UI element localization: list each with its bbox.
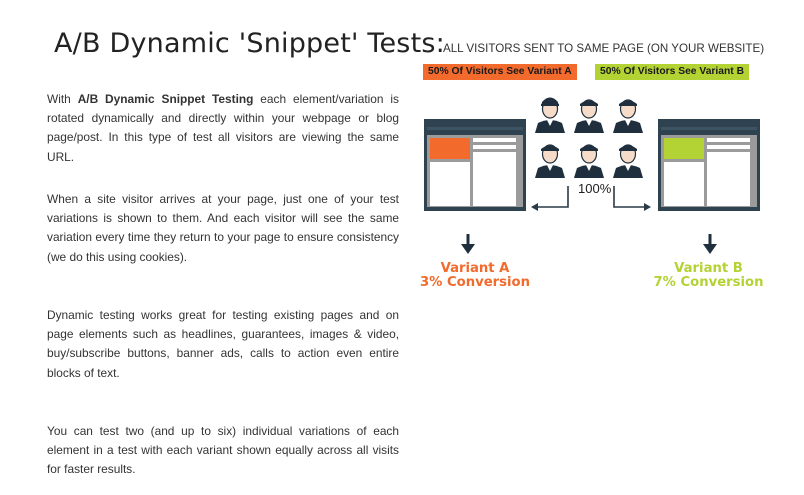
intro-rest: each element/variation is rotated dynamically and directly within your webpage or blog page/post. In this type of test all visitors are viewing the same URL. <box>47 92 399 164</box>
page-title: A/B Dynamic 'Snippet' Tests: <box>54 28 445 59</box>
arrow-down-variant-a <box>461 234 475 254</box>
traffic-percent: 100% <box>578 181 612 196</box>
arrow-down-variant-b <box>703 234 717 254</box>
variant-a-conversion: 3% Conversion <box>420 275 530 290</box>
variant-a-name: Variant A <box>440 261 510 276</box>
variant-b-badge: 50% Of Visitors See Variant B <box>595 64 749 80</box>
variations-paragraph: You can test two (and up to six) individual variations of each element in a test with each variant shown equally across all visits for faster results. <box>47 424 399 477</box>
use-cases-paragraph: Dynamic testing works great for testing existing pages and on page elements such as headlines, guarantees, images & video, buy/subscribe buttons, banner ads, calls to action even entire blocks of text. <box>47 308 399 380</box>
variant-a-result <box>420 262 530 290</box>
arrow-to-variant-a <box>531 186 568 211</box>
variant-a-badge: 50% Of Visitors See Variant A <box>423 64 577 80</box>
variant-b-conversion: 7% Conversion <box>653 275 764 290</box>
intro-bold-term: A/B Dynamic Snippet Testing <box>77 92 254 106</box>
visitor-paragraph: When a site visitor arrives at your page, just one of your test variations is shown to them. And each visitor will see the same variation every time they return to your page to ensure consistency (we do this using cookies). <box>47 192 399 264</box>
variant-b-result <box>651 262 766 290</box>
variant-b-name: Variant B <box>674 261 743 276</box>
intro-prefix: With <box>47 92 78 106</box>
diagram-heading: ALL VISITORS SENT TO SAME PAGE (ON YOUR WEBSITE) <box>443 42 765 55</box>
arrow-to-variant-b <box>614 186 651 211</box>
